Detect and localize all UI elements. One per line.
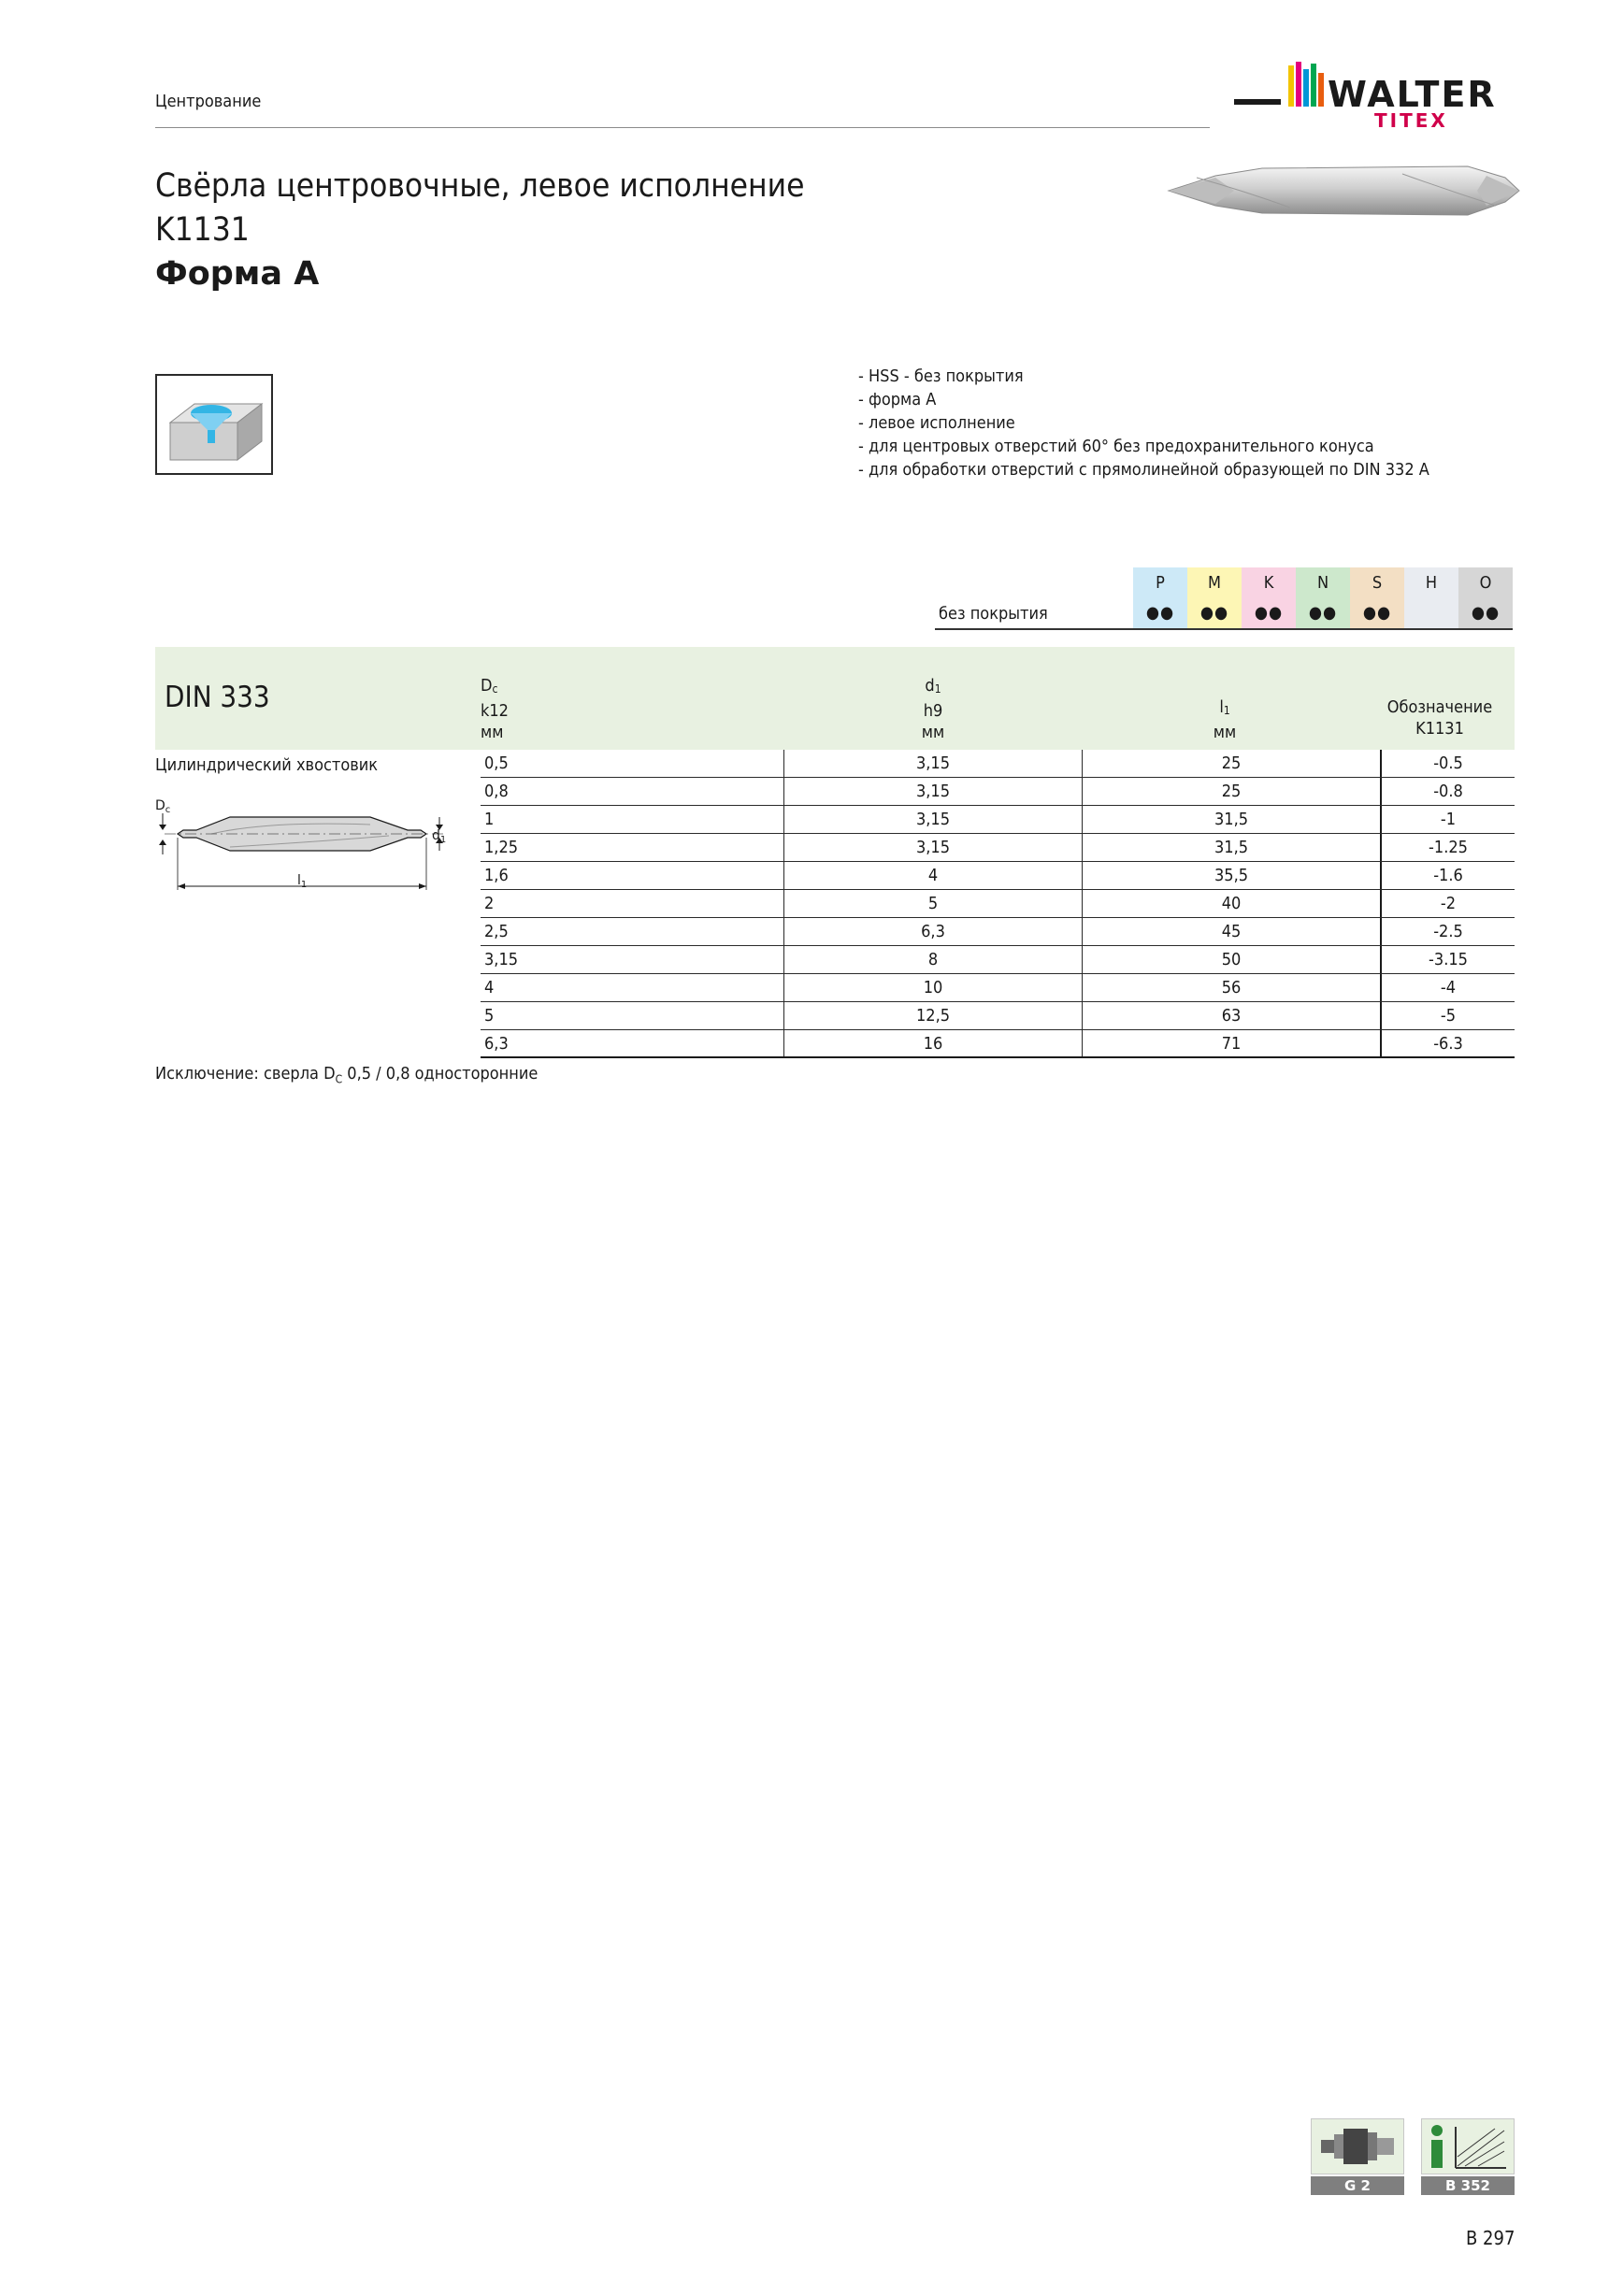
cell-d1: 3,15 [784, 750, 1083, 777]
cell-dc: 4 [481, 974, 784, 1001]
table-row [481, 1002, 1515, 1030]
cell-l1: 63 [1083, 1002, 1382, 1029]
material-o: O [1458, 567, 1513, 598]
title-line-1: Свёрла центровочные, левое исполнение [155, 167, 805, 205]
button-caption: B 352 [1421, 2176, 1515, 2195]
logo-sub-text: TITEX [1374, 109, 1448, 131]
dimension-table-header [155, 647, 1515, 750]
feature-item: - для обработки отверстий с прямолинейной образующей по DIN 332 A [858, 460, 1429, 480]
table-row [481, 750, 1515, 778]
cell-designation: -0.8 [1433, 782, 1463, 801]
cell-d1: 5 [784, 890, 1083, 917]
cell-dc: 2,5 [481, 918, 784, 945]
cell-dc: 6,3 [481, 1030, 784, 1056]
suitability-h [1404, 598, 1458, 630]
material-h: H [1404, 567, 1458, 598]
cell-l1: 25 [1083, 778, 1382, 805]
dimension-table-body [481, 750, 1515, 1058]
section-label: Центрование [155, 92, 262, 111]
material-p: P [1133, 567, 1187, 598]
cell-l1: 45 [1083, 918, 1382, 945]
feature-item: - для центровых отверстий 60° без предохранительного конуса [858, 437, 1374, 456]
cell-d1: 16 [784, 1030, 1083, 1056]
suitability-n: ●● [1296, 598, 1350, 630]
table-row [481, 862, 1515, 890]
table-row [481, 946, 1515, 974]
application-icon [155, 374, 273, 475]
cell-l1: 31,5 [1083, 806, 1382, 833]
reference-button-g2[interactable] [1311, 2118, 1404, 2195]
cell-d1: 12,5 [784, 1002, 1083, 1029]
coating-label: без покрытия [935, 598, 1133, 630]
cell-dc: 1,25 [481, 834, 784, 861]
cell-l1: 71 [1083, 1030, 1382, 1056]
cell-designation: -1 [1440, 810, 1457, 829]
button-caption: G 2 [1311, 2176, 1404, 2195]
table-row [481, 918, 1515, 946]
table-row [481, 778, 1515, 806]
feature-item: - форма А [858, 390, 937, 409]
dc-label: $D_c$ [155, 798, 171, 815]
cell-d1: 4 [784, 862, 1083, 889]
drill-product-image [1159, 150, 1524, 234]
cell-designation: -6.3 [1433, 1034, 1463, 1054]
cell-l1: 50 [1083, 946, 1382, 973]
material-m: M [1187, 567, 1242, 598]
table-row [481, 1030, 1515, 1058]
cell-l1: 56 [1083, 974, 1382, 1001]
cell-d1: 3,15 [784, 806, 1083, 833]
suitability-s: ●● [1350, 598, 1404, 630]
cell-l1: 40 [1083, 890, 1382, 917]
cell-dc: 0,5 [481, 750, 784, 777]
table-row [481, 834, 1515, 862]
cell-d1: 6,3 [784, 918, 1083, 945]
page-number: B 297 [1466, 2227, 1515, 2249]
tool-holder-icon [1312, 2119, 1403, 2174]
material-s: S [1350, 567, 1404, 598]
cell-dc: 1 [481, 806, 784, 833]
centering-hole-icon [157, 376, 271, 473]
material-group-table [935, 567, 1513, 630]
header-rule [155, 127, 1210, 128]
cell-dc: 5 [481, 1002, 784, 1029]
cell-l1: 35,5 [1083, 862, 1382, 889]
material-k: K [1242, 567, 1296, 598]
cell-designation: -0.5 [1433, 753, 1463, 773]
cell-designation: -5 [1440, 1006, 1457, 1026]
d1-label: $d_1$ [432, 828, 447, 845]
cell-dc: 3,15 [481, 946, 784, 973]
suitability-p: ●● [1133, 598, 1187, 630]
cell-d1: 10 [784, 974, 1083, 1001]
title-line-3: Форма А [155, 255, 320, 293]
material-n: N [1296, 567, 1350, 598]
table-row [481, 890, 1515, 918]
table-row [481, 806, 1515, 834]
cell-designation: -1.6 [1433, 866, 1463, 885]
cell-l1: 25 [1083, 750, 1382, 777]
cell-designation: -2.5 [1433, 922, 1463, 941]
info-chart-icon [1422, 2119, 1514, 2174]
cell-designation: -2 [1440, 894, 1457, 913]
feature-item: - левое исполнение [858, 413, 1015, 433]
cell-designation: -1.25 [1429, 838, 1468, 857]
suitability-m: ●● [1187, 598, 1242, 630]
walter-titex-logo [1234, 60, 1515, 131]
cell-l1: 31,5 [1083, 834, 1382, 861]
cell-d1: 3,15 [784, 778, 1083, 805]
col-l1-header: $l_1$ мм [1213, 697, 1237, 742]
cell-dc: 0,8 [481, 778, 784, 805]
page-title [155, 165, 804, 296]
standard-label: DIN 333 [165, 681, 270, 714]
logo-brand-text: WALTER [1328, 74, 1497, 115]
cell-dc: 1,6 [481, 862, 784, 889]
col-d1-header: $d_1$ h9 мм [921, 676, 945, 742]
col-designation-header: Обозначение K1131 [1386, 697, 1493, 739]
cell-designation: -3.15 [1429, 950, 1468, 969]
drill-dimension-drawing [155, 793, 454, 905]
l1-label: $l_1$ [297, 873, 308, 890]
cell-d1: 8 [784, 946, 1083, 973]
col-dc-header: $D_c$ k12 мм [481, 676, 509, 742]
suitability-o: ●● [1458, 598, 1513, 630]
reference-button-b352[interactable] [1421, 2118, 1515, 2195]
suitability-k: ●● [1242, 598, 1296, 630]
cell-dc: 2 [481, 890, 784, 917]
table-row [481, 974, 1515, 1002]
cell-designation: -4 [1440, 978, 1457, 997]
exception-note: Исключение: сверла $D_C$ 0,5 / 0,8 односторонние [155, 1064, 539, 1086]
shank-label: Цилиндрический хвостовик [155, 755, 379, 775]
feature-item: - HSS - без покрытия [858, 366, 1024, 386]
title-line-2: K1131 [155, 211, 250, 249]
cell-d1: 3,15 [784, 834, 1083, 861]
feature-list [858, 365, 1429, 481]
